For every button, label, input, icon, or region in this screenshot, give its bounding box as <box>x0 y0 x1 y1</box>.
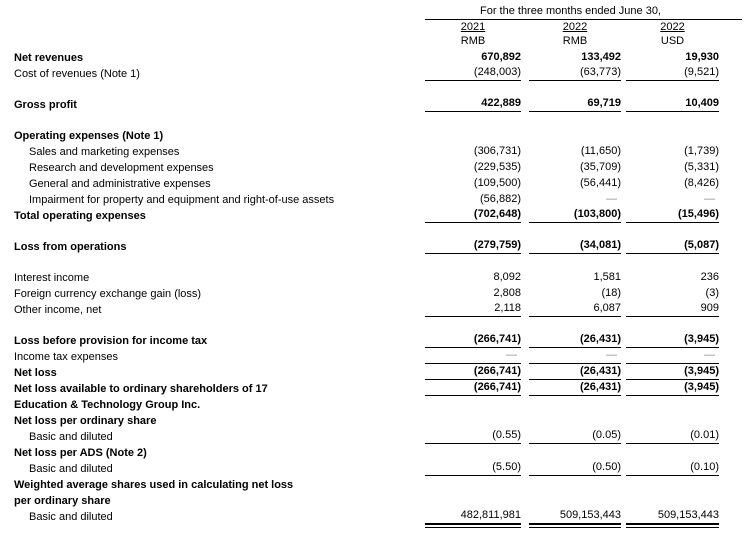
value-2022-usd: (3,945) <box>626 381 719 396</box>
value-2021-rmb: (229,535) <box>473 161 521 173</box>
value-2022-rmb: (26,431) <box>529 381 621 396</box>
table-row <box>0 348 746 364</box>
table-row <box>0 428 746 444</box>
value-2022-rmb: (11,650) <box>580 145 621 157</box>
table-row <box>0 508 746 524</box>
row-label: Loss before provision for income tax <box>14 335 208 347</box>
table-row <box>0 285 746 301</box>
value-2022-usd: (9,521) <box>626 66 719 81</box>
row-label: Interest income <box>14 272 90 284</box>
row-spacer <box>0 254 746 269</box>
table-row <box>0 444 746 460</box>
value-2022-rmb: (34,081) <box>529 239 621 254</box>
value-2022-usd: (5,331) <box>684 161 719 173</box>
value-2022-usd: (0.01) <box>626 429 719 444</box>
row-label: Other income, net <box>14 304 102 316</box>
value-2022-usd: (5,087) <box>626 239 719 254</box>
value-2021-rmb: 2,808 <box>493 287 521 299</box>
row-label: Net loss per ADS (Note 2) <box>14 447 147 459</box>
column-currency-row <box>0 35 746 49</box>
value-2022-rmb: 133,492 <box>581 51 621 63</box>
table-row <box>0 492 746 508</box>
column-year-row <box>0 20 746 35</box>
row-label: Weighted average shares used in calculating net loss <box>14 479 294 491</box>
value-2021-rmb <box>425 142 521 143</box>
currency-label-rmb: RMB <box>460 35 486 47</box>
table-row <box>0 269 746 285</box>
value-2022-rmb <box>529 427 621 428</box>
row-label: Impairment for property and equipment and right-of-use assets <box>29 194 335 206</box>
row-label: Total operating expenses <box>14 210 146 222</box>
table-row <box>0 159 746 175</box>
value-2021-rmb: (266,741) <box>425 365 521 380</box>
currency-label-usd: USD <box>660 35 685 47</box>
table-row <box>0 396 746 412</box>
value-2022-rmb: (35,709) <box>580 161 621 173</box>
value-2022-usd: (15,496) <box>626 208 719 223</box>
value-2022-usd <box>626 142 719 143</box>
column-header-2022-rmb <box>529 21 621 35</box>
value-2021-rmb: 482,811,981 <box>425 509 521 524</box>
table-row <box>0 238 746 254</box>
value-2022-rmb: 509,153,443 <box>529 509 621 524</box>
column-header-2022-usd <box>626 21 719 35</box>
value-2022-usd: 509,153,443 <box>626 509 719 524</box>
table-row <box>0 143 746 159</box>
row-label: General and administrative expenses <box>29 178 211 190</box>
value-2022-usd: (3,945) <box>626 333 719 348</box>
value-2022-usd: 909 <box>626 302 719 317</box>
value-2022-rmb <box>529 491 621 492</box>
value-2022-usd <box>626 507 719 508</box>
value-2021-rmb: (702,648) <box>425 208 521 223</box>
table-body <box>0 49 746 524</box>
row-label: Net loss per ordinary share <box>14 415 157 427</box>
value-2021-rmb: (266,741) <box>425 333 521 348</box>
value-2021-rmb: (306,731) <box>473 145 521 157</box>
row-label: Net loss <box>14 367 57 379</box>
table-row <box>0 127 746 143</box>
row-label: Income tax expenses <box>14 351 118 363</box>
value-2021-rmb: (0.55) <box>425 429 521 444</box>
row-spacer <box>0 81 746 96</box>
value-2022-usd: 236 <box>700 271 719 283</box>
table-row <box>0 364 746 380</box>
value-2022-rmb <box>529 507 621 508</box>
value-2021-rmb: 2,118 <box>425 302 521 317</box>
table-row <box>0 301 746 317</box>
row-label: per ordinary share <box>14 495 111 507</box>
table-row <box>0 412 746 428</box>
row-label: Sales and marketing expenses <box>29 146 180 158</box>
value-2022-rmb: 6,087 <box>529 302 621 317</box>
value-2022-rmb: 69,719 <box>529 97 621 112</box>
table-row <box>0 207 746 223</box>
value-2022-rmb: — <box>606 193 617 205</box>
table-row <box>0 332 746 348</box>
value-2021-rmb: (56,882) <box>480 193 521 205</box>
value-2022-usd: 19,930 <box>685 51 719 63</box>
value-2022-rmb: — <box>529 349 621 364</box>
row-label: Cost of revenues (Note 1) <box>14 68 140 80</box>
value-2022-usd: — <box>626 349 719 364</box>
value-2022-usd <box>626 491 719 492</box>
table-row <box>0 191 746 207</box>
value-2021-rmb <box>425 507 521 508</box>
value-2022-usd: 10,409 <box>626 97 719 112</box>
value-2022-usd: — <box>704 193 715 205</box>
value-2022-rmb: (0.05) <box>529 429 621 444</box>
value-2022-usd <box>626 411 719 412</box>
row-label: Education & Technology Group Inc. <box>14 399 201 411</box>
row-label: Foreign currency exchange gain (loss) <box>14 288 202 300</box>
value-2021-rmb <box>425 411 521 412</box>
value-2022-rmb: 1,581 <box>593 271 621 283</box>
value-2021-rmb <box>425 427 521 428</box>
value-2021-rmb: (5.50) <box>425 461 521 476</box>
table-row <box>0 175 746 191</box>
value-2022-rmb <box>529 411 621 412</box>
value-2021-rmb: (248,003) <box>425 66 521 81</box>
value-2022-rmb: (26,431) <box>529 333 621 348</box>
year-label: 2021 <box>460 21 486 33</box>
row-label: Gross profit <box>14 99 77 111</box>
row-label: Net loss available to ordinary shareholders of 17 <box>14 383 268 395</box>
value-2022-rmb: (63,773) <box>529 66 621 81</box>
row-spacer <box>0 223 746 238</box>
column-header-2021 <box>425 21 521 35</box>
value-2021-rmb <box>425 491 521 492</box>
row-label: Loss from operations <box>14 241 127 253</box>
table-row <box>0 460 746 476</box>
value-2021-rmb <box>425 459 521 460</box>
row-label: Net revenues <box>14 52 84 64</box>
value-2022-rmb: (56,441) <box>580 177 621 189</box>
row-label: Operating expenses (Note 1) <box>14 130 164 142</box>
value-2022-rmb: (26,431) <box>529 365 621 380</box>
value-2022-usd: (3,945) <box>626 365 719 380</box>
row-spacer <box>0 112 746 127</box>
value-2022-usd: (0.10) <box>626 461 719 476</box>
value-2022-rmb <box>529 142 621 143</box>
table-row <box>0 49 746 65</box>
row-label: Basic and diluted <box>29 431 113 443</box>
value-2022-usd <box>626 459 719 460</box>
table-row <box>0 65 746 81</box>
table-row <box>0 380 746 396</box>
row-label: Basic and diluted <box>29 463 113 475</box>
value-2022-rmb: (18) <box>601 287 621 299</box>
year-label: 2022 <box>562 21 588 33</box>
currency-label-rmb: RMB <box>562 35 588 47</box>
value-2021-rmb: 422,889 <box>425 97 521 112</box>
value-2022-rmb <box>529 459 621 460</box>
value-2022-usd: (1,739) <box>684 145 719 157</box>
table-row <box>0 476 746 492</box>
value-2022-rmb: (0.50) <box>529 461 621 476</box>
value-2021-rmb: — <box>425 349 521 364</box>
year-label: 2022 <box>660 21 685 33</box>
row-label: Basic and diluted <box>29 511 113 523</box>
period-header: For the three months ended June 30, <box>479 5 661 17</box>
value-2021-rmb: 8,092 <box>493 271 521 283</box>
period-header-row <box>0 3 746 18</box>
value-2021-rmb: 670,892 <box>481 51 521 63</box>
table-row <box>0 96 746 112</box>
value-2021-rmb: (109,500) <box>473 177 521 189</box>
value-2022-usd <box>626 427 719 428</box>
value-2021-rmb: (279,759) <box>425 239 521 254</box>
value-2022-usd: (3) <box>705 287 719 299</box>
value-2021-rmb: (266,741) <box>425 381 521 396</box>
value-2022-usd: (8,426) <box>684 177 719 189</box>
row-spacer <box>0 317 746 332</box>
value-2022-rmb: (103,800) <box>529 208 621 223</box>
row-label: Research and development expenses <box>29 162 214 174</box>
